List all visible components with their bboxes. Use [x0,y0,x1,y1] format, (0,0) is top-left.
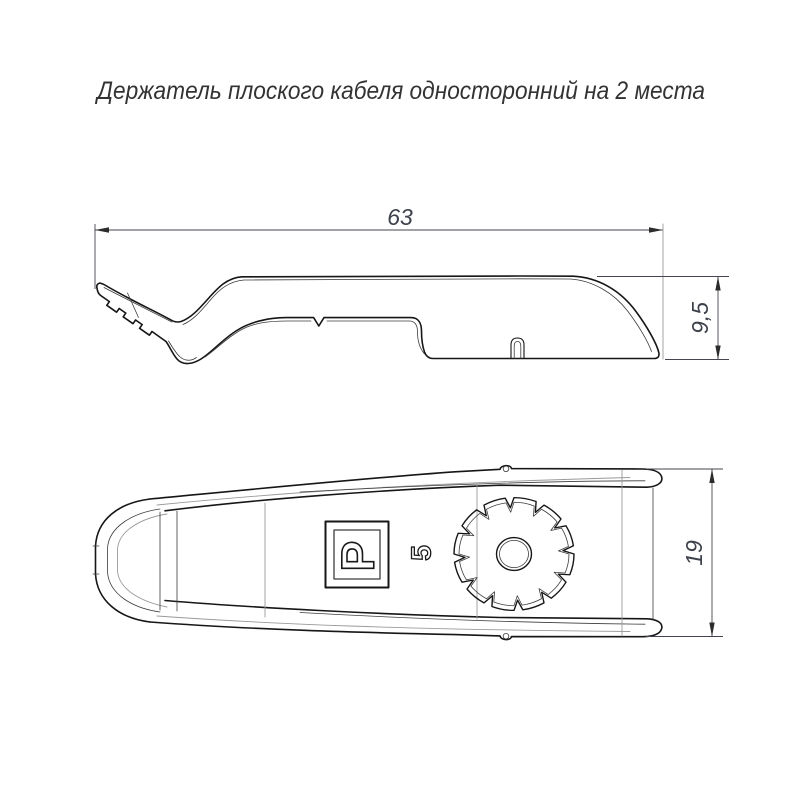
side-view-elbow-inner-line [169,341,197,360]
mold-mark: 5 [405,545,437,561]
knockout-wheel [454,498,574,611]
dimension-arrow-down2-icon [709,623,714,637]
center-hole [497,538,532,571]
dimension-arrow-up2-icon [709,469,714,483]
side-view-pin-inner [514,342,521,359]
dimension-arrow-down-icon [715,346,720,360]
side-view-ledge-inner-line [205,321,311,357]
side-view-step-inner-line [327,321,425,354]
dimension-arrow-up-icon [715,277,720,291]
top-view-pin-top [503,466,509,472]
side-view-pin [511,338,524,359]
page-title: Держатель плоского кабеля односторонний на 2 места [94,77,706,105]
top-view-left-cap-inner2 [118,514,168,607]
top-view [93,466,662,640]
side-view-arm-crease-line [128,293,139,318]
dimension-width [646,469,723,637]
dimension-arrow-left-icon [95,227,109,232]
center-hole-inner [500,540,529,567]
dimension-width-value: 19 [681,540,707,566]
top-view-left-cap-inner [108,509,161,612]
top-view-upper-rail [150,466,662,511]
manufacturer-logo [326,522,389,588]
dimension-length [95,204,663,359]
side-view [97,276,659,364]
knockout-wheel-outer [454,498,574,611]
top-view-left-cap [96,499,151,622]
dimension-length-value: 63 [387,204,413,230]
dimension-arrow-right-icon [649,227,663,232]
knockout-wheel-inner [459,502,569,605]
side-view-top-inner-line [183,279,652,352]
side-view-outline [97,276,659,364]
dimension-height-value: 9,5 [687,302,713,334]
top-view-pin-bottom [503,633,509,639]
logo-letter: Р [332,540,384,572]
